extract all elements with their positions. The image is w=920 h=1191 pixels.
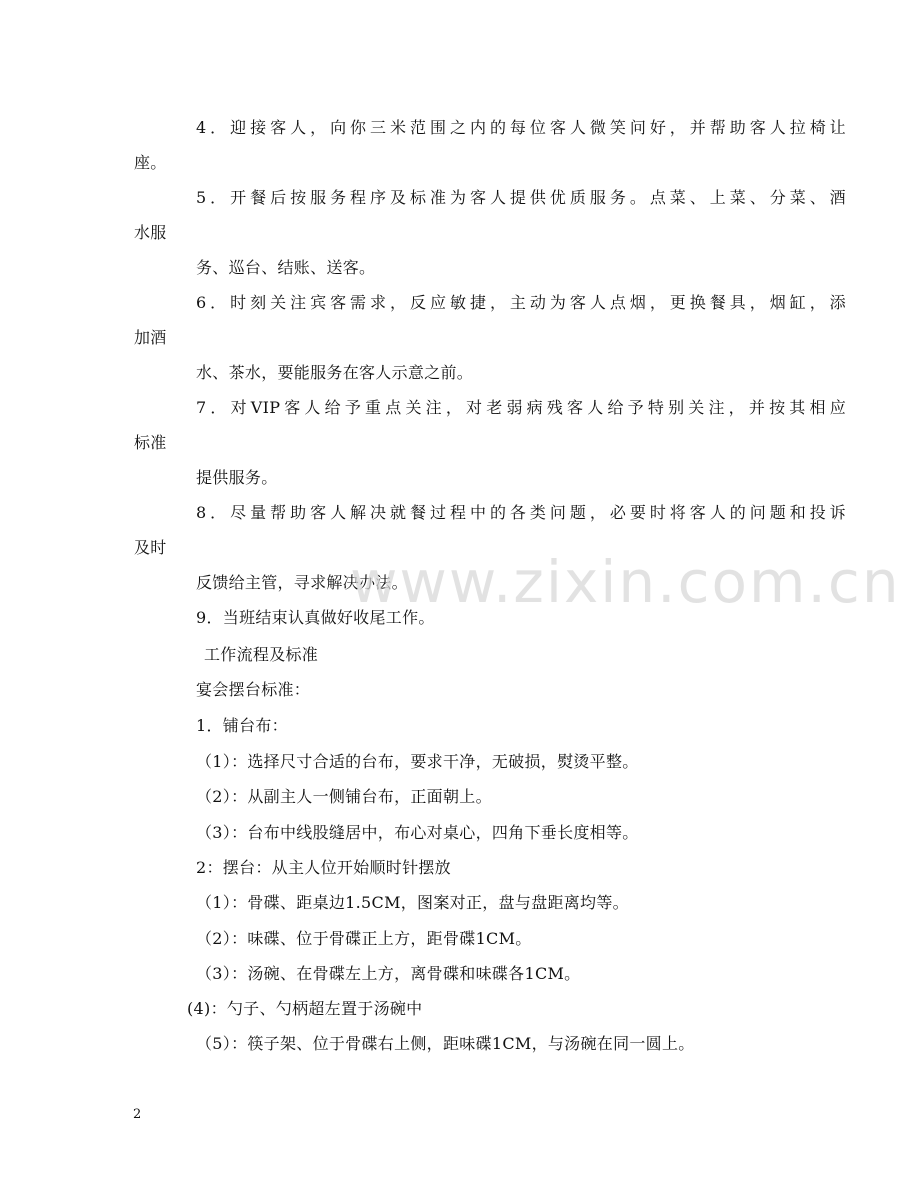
item-2-sub-3: （3）：汤碗、在骨碟左上方，离骨碟和味碟各1CM。 — [196, 964, 581, 983]
item-2-sub-4: (4)：勺子、勺柄超左置于汤碗中 — [187, 999, 423, 1018]
paragraph-5-line-2: 水服 — [134, 223, 167, 242]
item-2-heading: 2：摆台：从主人位开始顺时针摆放 — [196, 858, 451, 877]
subsection-heading: 宴会摆台标准： — [196, 680, 311, 699]
item-1-sub-2: （2）：从副主人一侧铺台布，正面朝上。 — [196, 787, 492, 806]
paragraph-6-line-3: 水、茶水，要能服务在客人示意之前。 — [196, 363, 474, 382]
paragraph-8-line-2: 及时 — [134, 538, 167, 557]
paragraph-6-line-2: 加酒 — [134, 328, 167, 347]
paragraph-4-line-2: 座。 — [134, 153, 167, 172]
item-1-heading: 1．铺台布： — [196, 716, 288, 735]
paragraph-8-line-1: 8．尽量帮助客人解决就餐过程中的各类问题，必要时将客人的问题和投诉 — [196, 503, 846, 522]
item-2-sub-5: （5）：筷子架、位于骨碟右上侧，距味碟1CM，与汤碗在同一圆上。 — [196, 1034, 695, 1053]
paragraph-5-line-3: 务、巡台、结账、送客。 — [196, 258, 376, 277]
item-2-sub-1: （1）：骨碟、距桌边1.5CM，图案对正，盘与盘距离均等。 — [196, 893, 629, 912]
paragraph-4-line-1: 4．迎接客人，向你三米范围之内的每位客人微笑问好，并帮助客人拉椅让 — [196, 118, 846, 137]
paragraph-7-line-1: 7．对VIP客人给予重点关注，对老弱病残客人给予特别关注，并按其相应 — [196, 398, 846, 417]
paragraph-6-line-1: 6．时刻关注宾客需求，反应敏捷，主动为客人点烟，更换餐具，烟缸，添 — [196, 293, 846, 312]
watermark-text: www.zixin.com.cn — [350, 548, 901, 616]
paragraph-5-line-1: 5．开餐后按服务程序及标准为客人提供优质服务。点菜、上菜、分菜、酒 — [196, 188, 846, 207]
paragraph-9: 9．当班结束认真做好收尾工作。 — [196, 608, 435, 627]
item-2-sub-2: （2）：味碟、位于骨碟正上方，距骨碟1CM。 — [196, 929, 532, 948]
item-1-sub-3: （3）：台布中线股缝居中，布心对桌心，四角下垂长度相等。 — [196, 823, 639, 842]
item-1-sub-1: （1）：选择尺寸合适的台布，要求干净，无破损，熨烫平整。 — [196, 752, 639, 771]
paragraph-8-line-3: 反馈给主管，寻求解决办法。 — [196, 573, 408, 592]
page-number: 2 — [133, 1107, 142, 1122]
paragraph-7-line-3: 提供服务。 — [196, 468, 278, 487]
paragraph-7-line-2: 标准 — [134, 433, 167, 452]
section-heading: 工作流程及标准 — [204, 645, 319, 664]
